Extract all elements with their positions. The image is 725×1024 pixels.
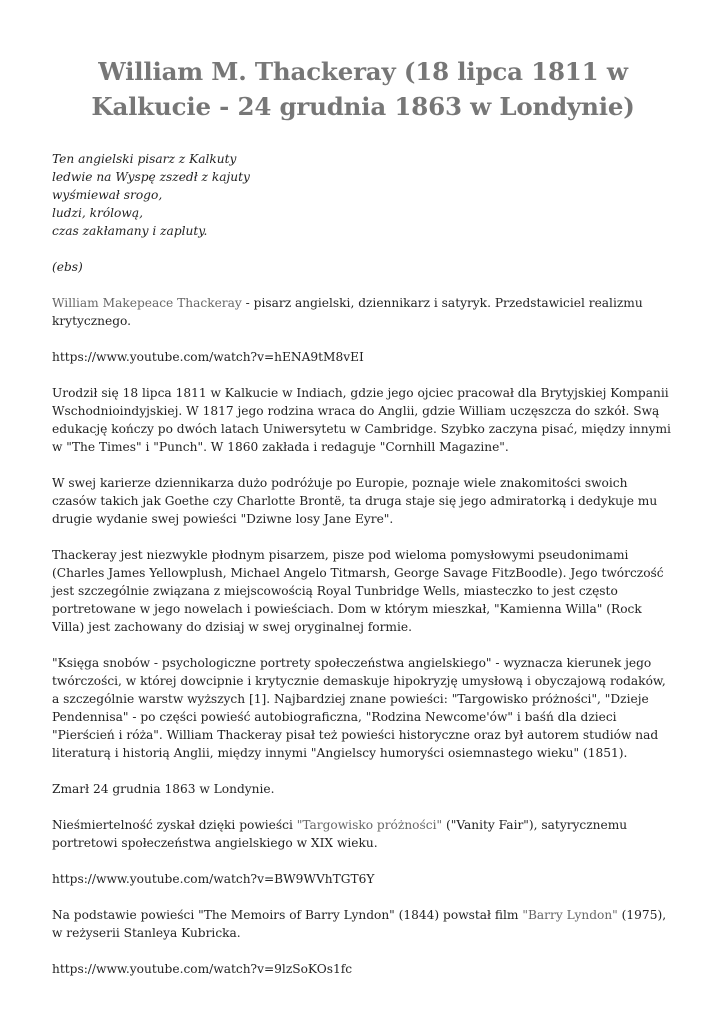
intro-text: - pisarz angielski, dziennikarz i satyryk. Przedstawiciel realizmu krytycznego.: [52, 296, 643, 328]
paragraph-biography: Urodził się 18 lipca 1811 w Kalkucie w Indiach, gdzie jego ojciec pracował dla Brytyjskiej Kompanii Wschodnioindyjskiej. W 1817 jego rodzina wraca do Anglii, gdzie William uczęszcza do szkół. Swą edukację kończy po dwóch latach Uniwersytetu w Cambridge. Szybko zaczyna pisać, między innymi w "The Times" i "Punch". W 1860 zakłada i redaguje "Cornhill Magazine".: [52, 386, 671, 454]
poem-line: ledwie na Wyspę zszedł z kajuty: [52, 170, 250, 184]
barry-lyndon-link[interactable]: "Barry Lyndon": [522, 908, 618, 922]
paragraph-career: W swej karierze dziennikarza dużo podróżuje po Europie, poznaje wiele znakomitości swoich czasów takich jak Goethe czy Charlotte Brontë, ta druga staje się jego admiratorką i dedykuje mu drugie wydanie swej powieści "Dziwne losy Jane Eyre".: [52, 476, 658, 526]
page-title: William M. Thackeray (18 lipca 1811 w Kalkucie - 24 grudnia 1863 w Londynie): [91, 57, 635, 121]
poem-line: Ten angielski pisarz z Kalkuty: [52, 152, 237, 166]
poem-author: (ebs): [52, 260, 83, 274]
paragraph-works: "Księga snobów - psychologiczne portrety społeczeństwa angielskiego" - wyznacza kierunek jego twórczości, w której dowcipnie i krytycznie demaskuje hipokryzję umysłową i obyczajową rodaków, a szczególnie warstw wyższych [1]. Najbardziej znane powieści: "Targowisko próżności", "Dzieje Pendennisa" - po części powieść autobiograficzna, "Rodzina Newcome'ów" i baśń dla dzieci "Pierścień i róża". William Thackeray pisał też powieści historyczne oraz był autorem studiów nad literaturą i historią Anglii, między innymi "Angielscy humoryści osiemnastego wieku" (1851).: [52, 656, 666, 760]
text-segment: (1975), w reżyserii Stanleya Kubricka.: [52, 908, 667, 940]
paragraph-pseudonyms: Thackeray jest niezwykle płodnym pisarzem, pisze pod wieloma pomysłowymi pseudonimami (Charles James Yellowplush, Michael Angelo Titmarsh, George Savage FitzBoodle). Jego twórczość jest szczególnie związana z miejscowością Royal Tunbridge Wells, miasteczko to jest często portretowane w jego nowelach i powieściach. Dom w którym mieszkał, "Kamienna Willa" (Rock Villa) jest zachowany do dzisiaj w swej oryginalnej formie.: [52, 548, 664, 634]
text-segment: Nieśmiertelność zyskał dzięki powieści: [52, 818, 297, 832]
paragraph-vanity-fair: [52, 816, 674, 852]
poem: [52, 150, 674, 276]
text-segment: Na podstawie powieści "The Memoirs of Barry Lyndon" (1844) powstał film: [52, 908, 523, 922]
video-url-1[interactable]: https://www.youtube.com/watch?v=hENA9tM8vEI: [52, 350, 364, 364]
author-link[interactable]: William Makepeace Thackeray: [52, 296, 242, 310]
poem-line: czas zakłamany i zapluty.: [52, 224, 208, 238]
article: [52, 54, 674, 978]
paragraph-death: Zmarł 24 grudnia 1863 w Londynie.: [52, 782, 275, 796]
paragraph-barry-lyndon: [52, 906, 674, 942]
video-url-2[interactable]: https://www.youtube.com/watch?v=BW9WVhTGT6Y: [52, 872, 375, 886]
text-segment: ("Vanity Fair"), satyrycznemu portretowi społeczeństwa angielskiego w XIX wieku.: [52, 818, 628, 850]
intro-paragraph: [52, 294, 674, 330]
vanity-fair-link[interactable]: "Targowisko próżności": [296, 818, 443, 832]
poem-line: wyśmiewał srogo,: [52, 188, 163, 202]
poem-line: ludzi, królową,: [52, 206, 143, 220]
video-url-3[interactable]: https://www.youtube.com/watch?v=9lzSoKOs1fc: [52, 962, 353, 976]
